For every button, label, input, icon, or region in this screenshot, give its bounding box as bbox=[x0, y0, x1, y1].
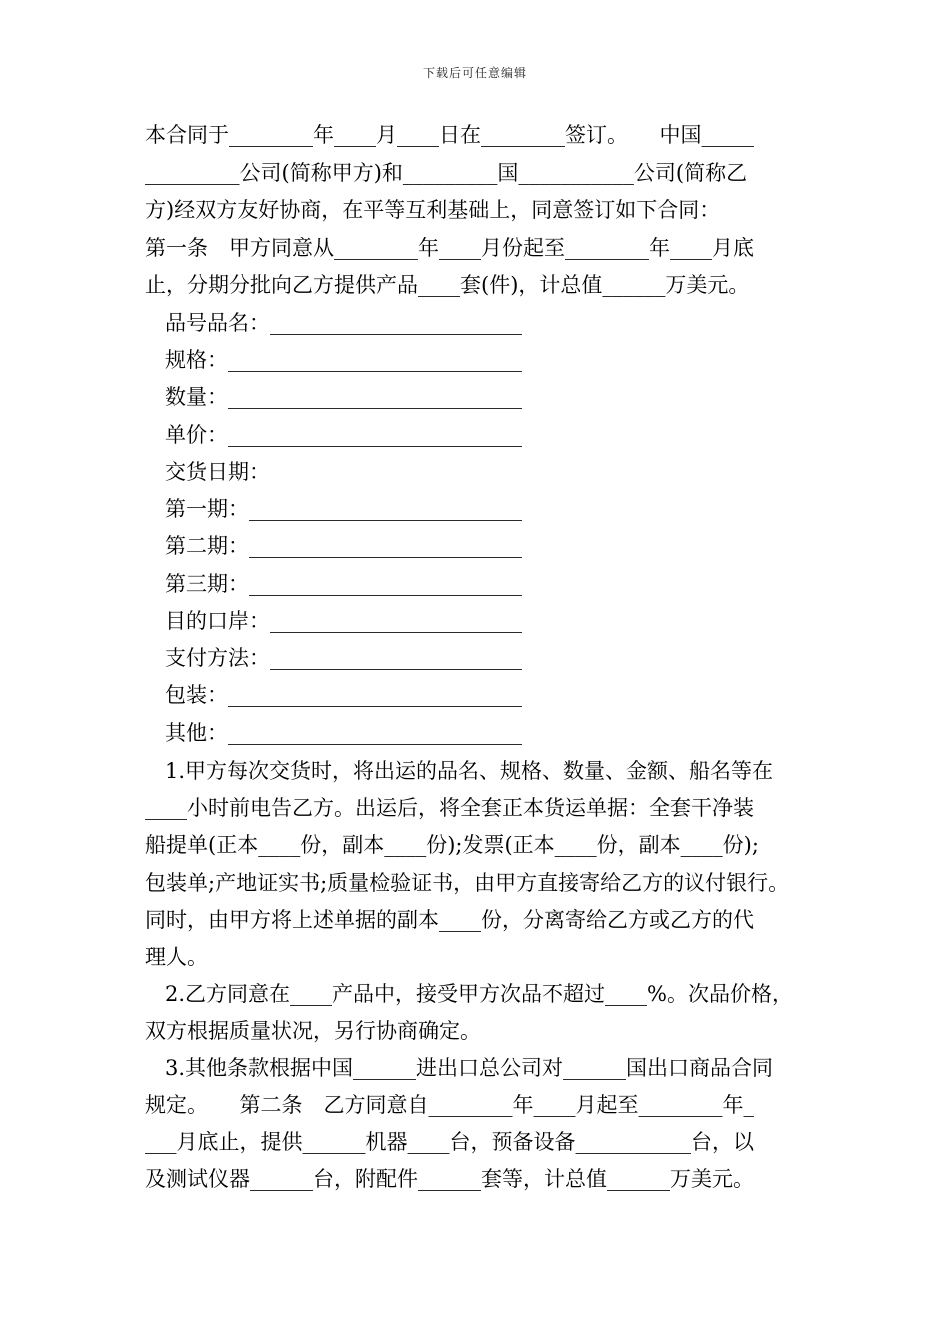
field-destination-port: 目的口岸：________________________ bbox=[165, 609, 522, 633]
field-specification: 规格：____________________________ bbox=[165, 348, 522, 372]
contract-intro-line: 方)经双方友好协商，在平等互利基础上，同意签订如下合同： bbox=[145, 198, 721, 222]
field-phase-three: 第三期：__________________________ bbox=[165, 572, 522, 596]
contract-intro-line: _________公司(简称甲方)和_________国___________公司(简称乙 bbox=[145, 161, 748, 185]
field-phase-one: 第一期：__________________________ bbox=[165, 497, 522, 521]
article-two-line: 规定。 第二条 乙方同意自________年____月起至________年_ bbox=[145, 1093, 754, 1117]
clause-one-line: 1.甲方每次交货时，将出运的品名、规格、数量、金额、船名等在 bbox=[165, 759, 774, 783]
field-unit-price: 单价：____________________________ bbox=[165, 423, 522, 447]
field-payment-method: 支付方法：________________________ bbox=[165, 646, 522, 670]
field-other: 其他：____________________________ bbox=[165, 721, 522, 745]
clause-two-line: 2.乙方同意在____产品中，接受甲方次品不超过____%。次品价格， bbox=[165, 982, 793, 1006]
field-phase-two: 第二期：__________________________ bbox=[165, 534, 522, 558]
article-one-line: 第一条 甲方同意从________年____月份起至________年____月底 bbox=[145, 236, 754, 260]
clause-one-line: 理人。 bbox=[145, 945, 208, 969]
clause-one-line: 包装单;产地证实书;质量检验证书，由甲方直接寄给乙方的议付银行。 bbox=[145, 871, 790, 895]
field-product-name: 品号品名：________________________ bbox=[165, 311, 522, 335]
field-quantity: 数量：____________________________ bbox=[165, 385, 522, 409]
clause-two-line: 双方根据质量状况，另行协商确定。 bbox=[145, 1019, 481, 1043]
page-header: 下载后可任意编辑 bbox=[422, 66, 527, 80]
field-delivery-date: 交货日期： bbox=[165, 460, 270, 484]
field-packaging: 包装：____________________________ bbox=[165, 683, 522, 707]
article-one-line: 止，分期分批向乙方提供产品____套(件)，计总值______万美元。 bbox=[145, 273, 750, 297]
clause-one-line: ____小时前电告乙方。出运后，将全套正本货运单据：全套干净装 bbox=[145, 796, 754, 820]
clause-one-line: 同时，由甲方将上述单据的副本____份，分离寄给乙方或乙方的代 bbox=[145, 908, 754, 932]
article-two-line: 及测试仪器______台，附配件______套等，计总值______万美元。 bbox=[145, 1167, 754, 1191]
clause-one-line: 船提单(正本____份，副本____份);发票(正本____份，副本____份); bbox=[145, 833, 759, 857]
article-two-line: ___月底止，提供______机器____台，预备设备___________台，以 bbox=[145, 1130, 754, 1154]
contract-intro-line: 本合同于________年____月____日在________签订。 中国_____ bbox=[145, 123, 754, 147]
clause-three-line: 3.其他条款根据中国______进出口总公司对______国出口商品合同 bbox=[165, 1056, 774, 1080]
